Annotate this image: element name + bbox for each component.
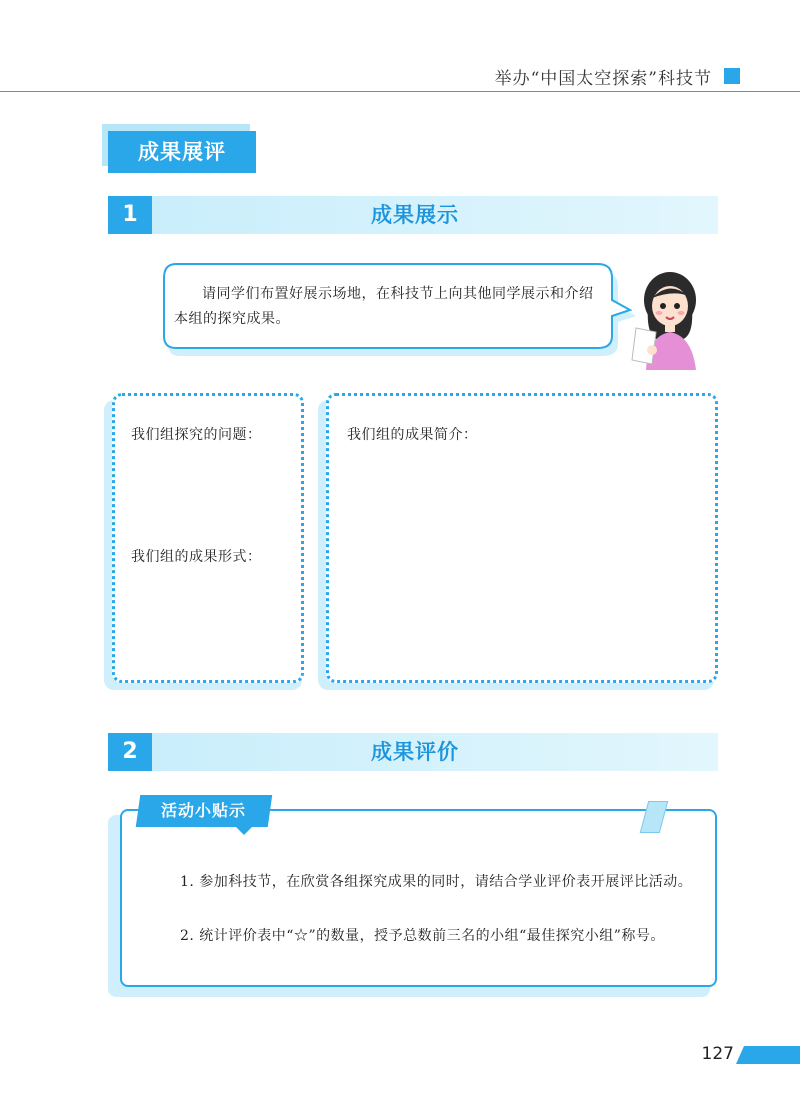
tips-tab-label: 活动小贴示: [161, 801, 247, 820]
section-tag-label: 成果展评: [108, 131, 256, 173]
section-2-heading: [108, 733, 718, 771]
question-box: [112, 393, 304, 683]
tip-item-1: 1. 参加科技节，在欣赏各组探究成果的同时，请结合学业评价表开展评比活动。: [180, 874, 693, 890]
summary-box: [326, 393, 718, 683]
speech-bubble: [162, 262, 622, 354]
section-tag: [108, 131, 256, 173]
section-1-title: 成果展示: [371, 203, 459, 227]
header-rule: [0, 91, 800, 92]
running-header: [0, 58, 800, 94]
page-corner-bar: [744, 1046, 800, 1064]
section-1-number: 1: [108, 196, 152, 234]
running-title: 举办“中国太空探索”科技节: [494, 69, 712, 89]
summary-label: 我们组的成果简介：: [347, 427, 478, 443]
tip-item-2: 2. 统计评价表中“☆”的数量，授予总数前三名的小组“最佳探究小组”称号。: [180, 928, 665, 944]
tips-box-frame: [120, 809, 717, 987]
section-2-number: 2: [108, 733, 152, 771]
tips-box: [108, 795, 718, 1000]
tips-tab: [136, 795, 272, 827]
question-label: 我们组探究的问题：: [131, 427, 262, 443]
section-1-band: [152, 196, 718, 234]
section-2-band: [152, 733, 718, 771]
section-2-title: 成果评价: [371, 740, 459, 764]
page-number: 127: [701, 1044, 734, 1064]
section-1-heading: [108, 196, 718, 234]
teacher-illustration: [630, 268, 714, 370]
result-form-label: 我们组的成果形式：: [131, 549, 262, 565]
header-square-marker: [724, 68, 740, 84]
tips-tab-pointer: [234, 825, 254, 835]
speech-bubble-text: 请同学们布置好展示场地，在科技节上向其他同学展示和介绍本组的探究成果。: [174, 286, 594, 327]
